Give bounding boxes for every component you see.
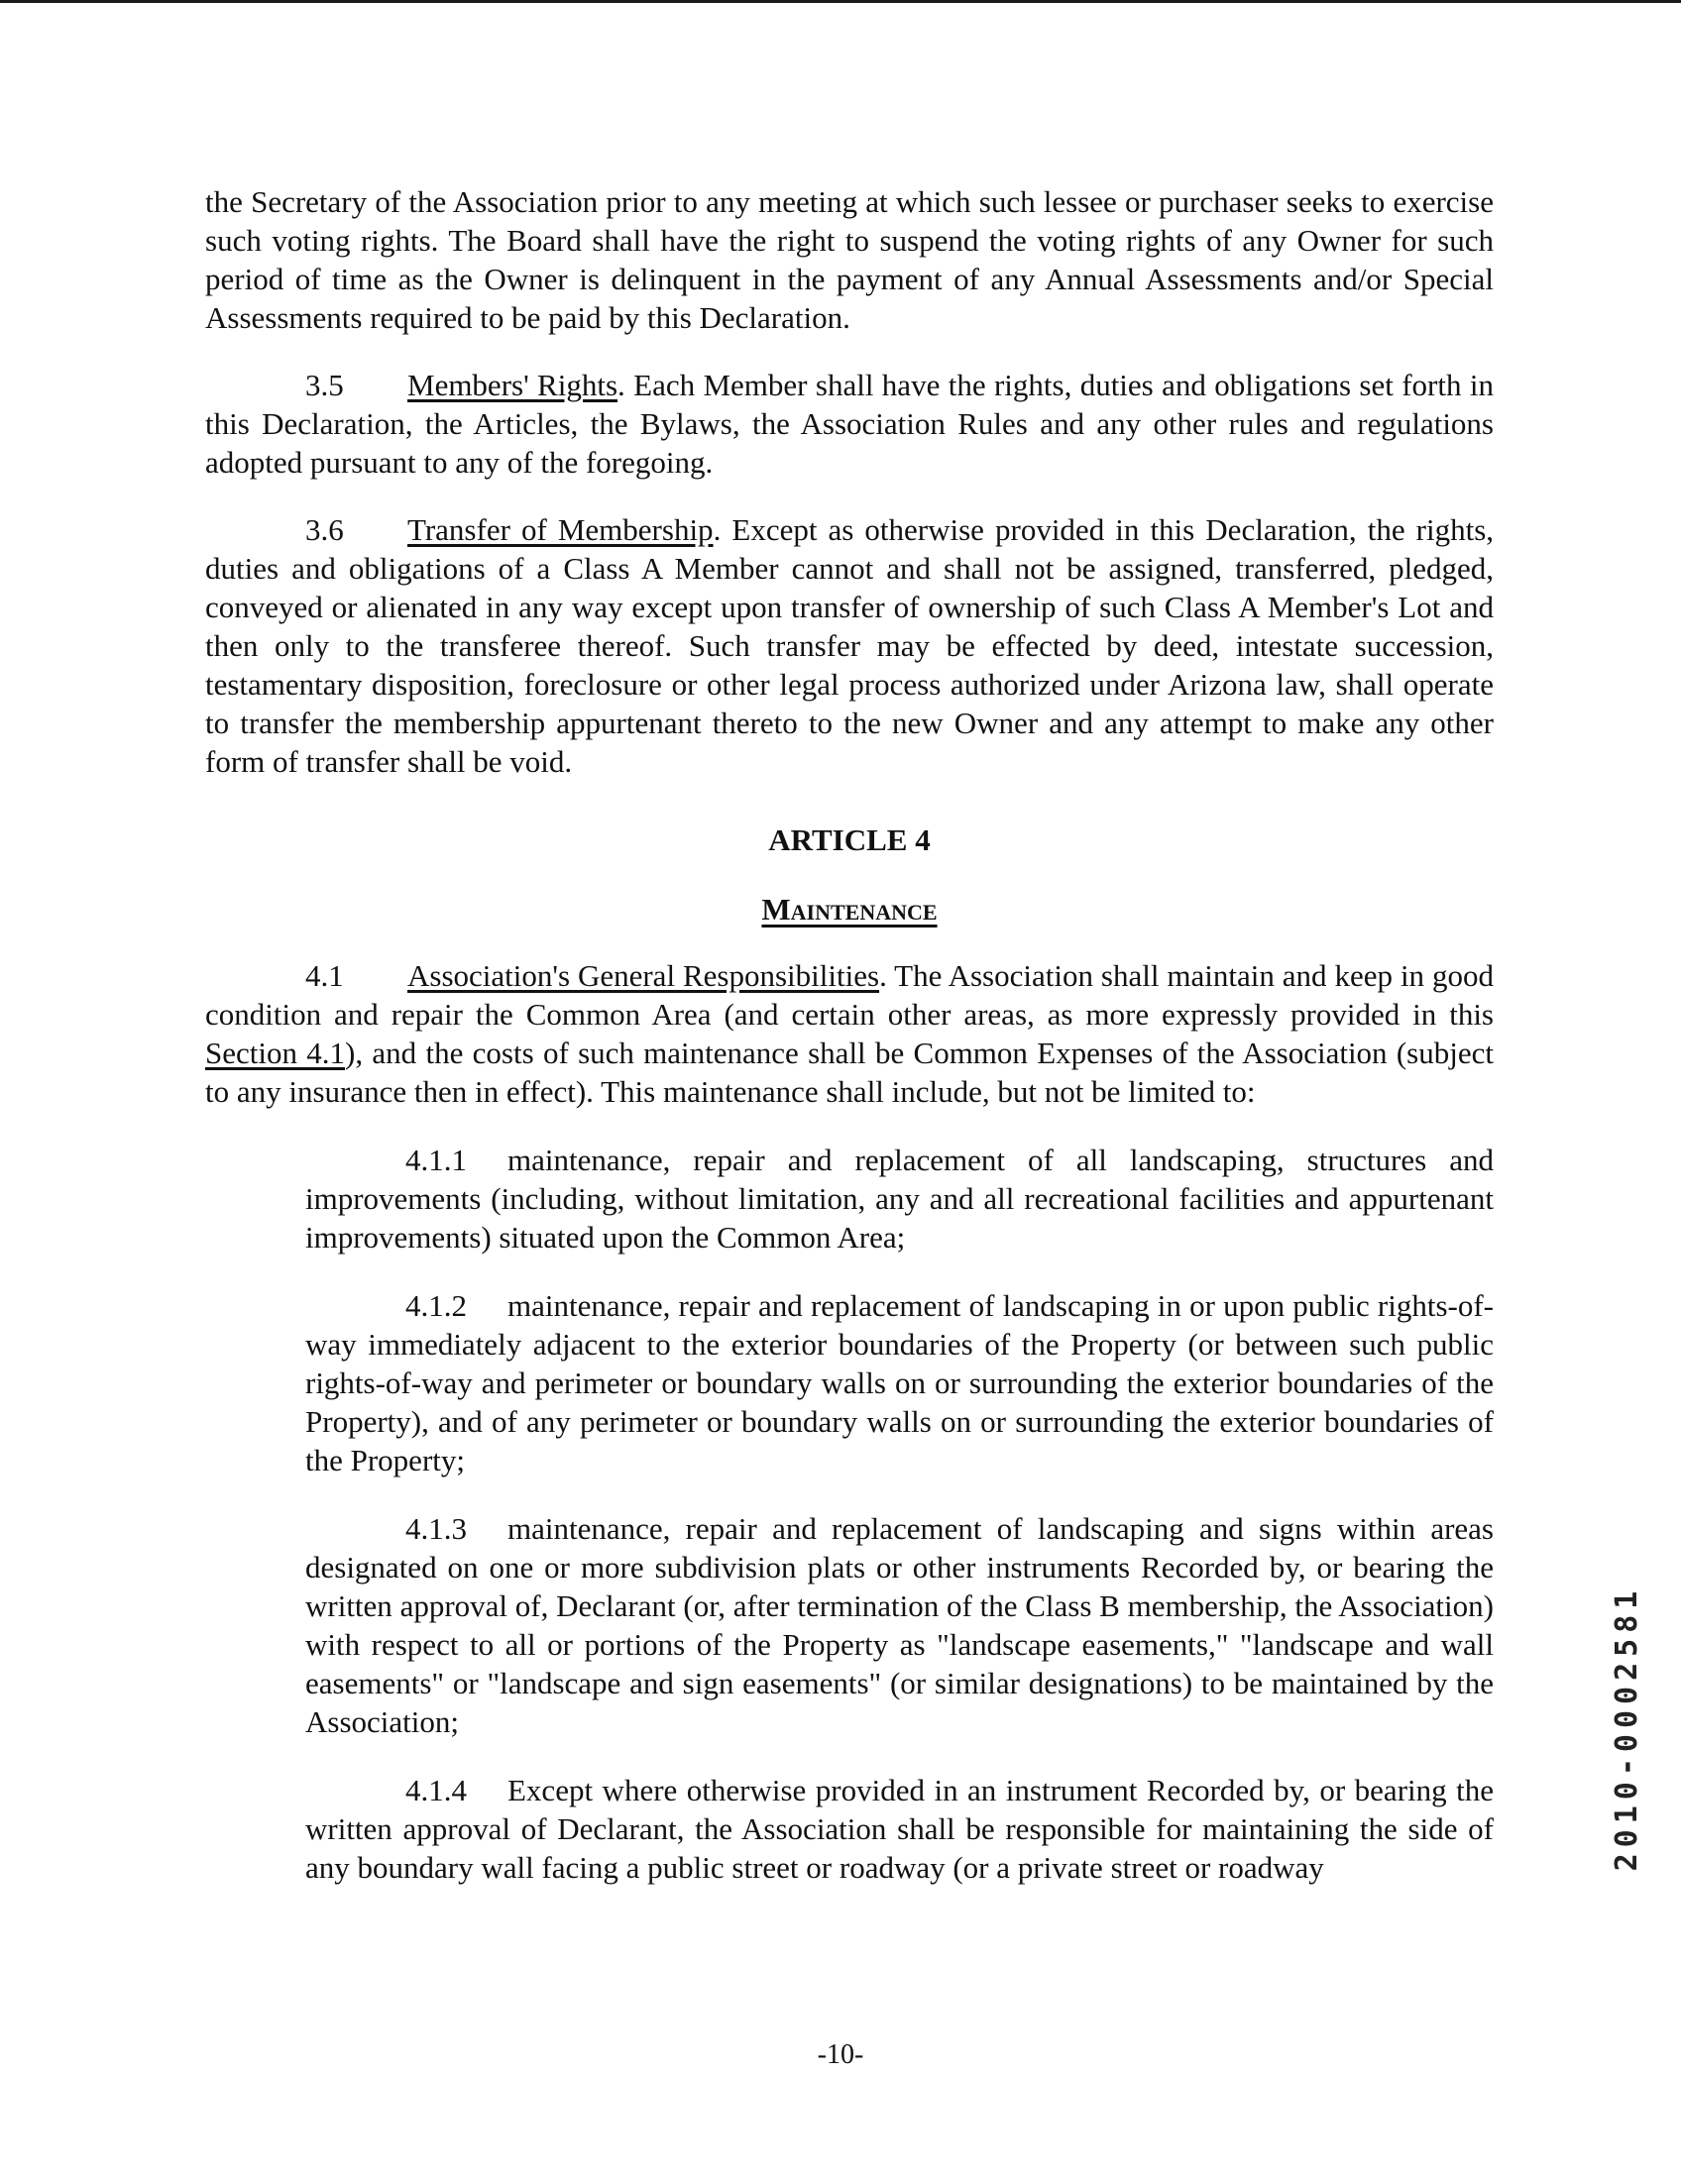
subsection-4-1-1	[305, 1141, 1494, 1256]
subsection-text: maintenance, repair and replacement of all landscaping, structures and improvements (including, without limitation, any and all recreational facilities and appurtenant improvements) situated upon the Common Area;	[305, 1143, 1494, 1255]
section-4-1-text-a: . The Association shall maintain and keep in good condition and repair the Common Area (and certain other areas, as more expressly provided in this	[205, 958, 1494, 1032]
document-page	[205, 182, 1494, 1887]
section-4-1-title: Association's General Responsibilities	[407, 958, 880, 993]
subsection-number: 4.1.4	[405, 1773, 467, 1807]
recording-number: 2010-0002581	[1610, 1584, 1644, 1872]
section-3-5-title: Members' Rights	[407, 368, 618, 402]
section-3-6-text: . Except as otherwise provided in this Declaration, the rights, duties and obligations of a Class A Member cannot and shall not be assigned, transferred, pledged, conveyed or alienated in any way except upon transfer of ownership of such Class A Member's Lot and then only to the transferee thereof. Such transfer may be effected by deed, intestate succession, testamentary disposition, foreclosure or other legal process authorized under Arizona law, shall operate to transfer the membership appurtenant thereto to the new Owner and any attempt to make any other form of transfer shall be void.	[205, 512, 1495, 779]
recording-stamp	[1610, 1560, 1649, 1897]
subsection-number: 4.1.2	[405, 1288, 467, 1323]
section-4-1-text-b: ), and the costs of such maintenance shall be Common Expenses of the Association (subject to any insurance then in effect). This maintenance shall include, but not be limited to:	[205, 1036, 1494, 1109]
subsection-4-1-4	[305, 1771, 1494, 1887]
section-3-6	[205, 510, 1494, 781]
subsection-text: Except where otherwise provided in an instrument Recorded by, or bearing the written approval of Declarant, the Association shall be responsible for maintaining the side of any boundary wall facing a public street or roadway (or a private street or roadway	[305, 1773, 1494, 1885]
page-number: -10-	[817, 2039, 864, 2070]
subsection-text: maintenance, repair and replacement of landscaping and signs within areas designated on one or more subdivision plats or other instruments Recorded by, or bearing the written approval of, Declarant (or, after termination of the Class B membership, the Association) with respect to all or portions of the Property as "landscape easements," "landscape and wall easements" or "landscape and sign easements" (or similar designations) to be maintained by the Association;	[305, 1511, 1494, 1739]
section-3-6-title: Transfer of Membership	[407, 512, 714, 547]
subsection-number: 4.1.1	[405, 1143, 467, 1177]
subsection-text: maintenance, repair and replacement of landscaping in or upon public rights-of-way immediately adjacent to the exterior boundaries of the Property (or between such public rights-of-way and perimeter or boundary walls on or surrounding the exterior boundaries of the Property), and of any perimeter or boundary walls on or surrounding the exterior boundaries of the Property;	[305, 1288, 1494, 1477]
article-title: Maintenance	[761, 892, 938, 927]
section-4-1-number: 4.1	[305, 958, 344, 993]
intro-paragraph: the Secretary of the Association prior to any meeting at which such lessee or purchaser seeks to exercise such voting rights. The Board shall have the right to suspend the voting rights of any Owner for such period of time as the Owner is delinquent in the payment of any Annual Assessments and/or Special Assessments required to be paid by this Declaration.	[205, 184, 1494, 335]
subsection-4-1-3	[305, 1509, 1494, 1741]
article-heading: ARTICLE 4	[768, 822, 931, 857]
section-3-5	[205, 366, 1494, 482]
page-top-edge	[0, 0, 1681, 3]
section-4-1-reference: Section 4.1	[205, 1036, 346, 1070]
section-3-5-number: 3.5	[305, 368, 344, 402]
subsection-number: 4.1.3	[405, 1511, 467, 1546]
section-3-5-text: . Each Member shall have the rights, duties and obligations set forth in this Declaration, the Articles, the Bylaws, the Association Rules and any other rules and regulations adopted pursuant to any of the foregoing.	[205, 368, 1494, 480]
section-4-1	[205, 956, 1494, 1111]
section-3-6-number: 3.6	[305, 512, 344, 547]
subsection-4-1-2	[305, 1286, 1494, 1479]
